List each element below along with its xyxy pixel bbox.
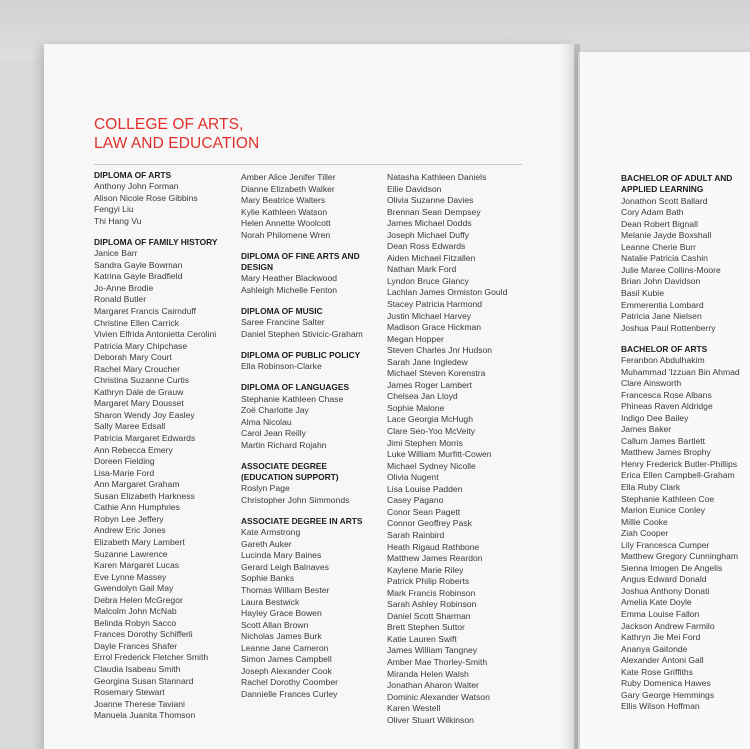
graduate-name: Indigo Dee Bailey: [621, 412, 689, 423]
graduate-name: Basil Kubie: [621, 287, 664, 298]
graduate-name: Erica Ellen Campbell-Graham: [621, 470, 735, 481]
graduate-name: Ziah Cooper: [621, 528, 669, 539]
graduate-name: Natasha Kathleen Daniels: [387, 172, 487, 182]
college-title: COLLEGE OF ARTS, LAW AND EDUCATION: [94, 116, 260, 152]
graduate-name: Dannielle Frances Curley: [241, 688, 338, 699]
graduate-name: Fengyi Liu: [94, 204, 134, 215]
section-gap: [241, 241, 363, 251]
graduate-name: Jonathan Aharon Walter: [387, 680, 479, 691]
graduate-name: Deborah Mary Court: [94, 352, 172, 363]
graduate-name: Ellie Davidson: [387, 183, 442, 194]
section-heading: DIPLOMA OF LANGUAGES: [241, 382, 350, 393]
title-divider: [94, 164, 522, 165]
graduate-name: Robyn Lee Jeffery: [94, 513, 164, 524]
graduate-name: Heath Rigaud Rathbone: [387, 541, 480, 552]
graduate-name: Muhammad 'Izzuan Bin Ahmad: [621, 366, 740, 377]
graduate-name: Amelia Kate Doyle: [621, 597, 692, 608]
graduate-name: Margaret Mary Dousset: [94, 398, 184, 409]
graduate-name: Matthew Gregory Cunningham: [621, 551, 739, 562]
section-heading: DIPLOMA OF PUBLIC POLICY: [241, 349, 361, 360]
graduate-name: Doreen Fielding: [94, 456, 155, 467]
graduate-name: Joshua Paul Rottenberry: [621, 322, 716, 333]
graduate-name: Elizabeth Mary Lambert: [94, 536, 185, 547]
graduate-name: Marion Eunice Conley: [621, 505, 706, 516]
graduate-name: Nathan Mark Ford: [387, 264, 457, 275]
graduate-name: Lily Francesca Cumper: [621, 539, 710, 550]
graduate-name: Aiden Michael Fitzallen: [387, 252, 476, 263]
graduate-name: Sandra Gayle Bowman: [94, 259, 183, 270]
section-gap: [94, 227, 217, 237]
graduate-name: Sarah Jane Ingledew: [387, 356, 468, 367]
graduate-name: Nicholas James Burk: [241, 631, 322, 642]
graduate-name: Laura Bestwick: [241, 596, 300, 607]
graduate-name: Jo-Anne Brodie: [94, 282, 154, 293]
graduate-name: Dayle Frances Shafer: [94, 640, 178, 651]
graduate-name: Claudia Isabeau Smith: [94, 663, 181, 674]
graduate-name: Dean Ross Edwards: [387, 241, 466, 252]
graduate-name: Christopher John Simmonds: [241, 494, 350, 505]
graduate-name: Michael Sydney Nicolle: [387, 460, 476, 471]
names-column-2: [241, 172, 363, 700]
graduate-name: Ann Margaret Graham: [94, 479, 180, 490]
graduate-name: Christina Suzanne Curtis: [94, 375, 190, 386]
graduate-name: Clare Ainsworth: [621, 378, 682, 389]
section-heading: ASSOCIATE DEGREE IN ARTS: [241, 515, 363, 526]
graduate-name: Kathryn Dale de Grauw: [94, 386, 184, 397]
graduate-name: Emma Louise Fallon: [621, 608, 700, 619]
section-gap: [241, 506, 363, 516]
graduate-name: Brennan Sean Dempsey: [387, 206, 481, 217]
graduate-name: Henry Frederick Butler-Phillips: [621, 458, 738, 469]
graduate-name: Lachlan James Ormiston Gould: [387, 287, 508, 298]
graduate-name: Zoë Charlotte Jay: [241, 405, 309, 416]
graduate-name: Lisa Louise Padden: [387, 483, 463, 494]
graduate-name: Leanne Jane Cameron: [241, 642, 329, 653]
graduate-name: Ashleigh Michelle Fenton: [241, 284, 338, 295]
graduate-name: Natalie Patricia Cashin: [621, 253, 708, 264]
graduate-name: Anthony John Forman: [94, 181, 179, 192]
graduate-name: James Baker: [621, 424, 672, 435]
graduate-name: Ruby Domenica Hawes: [621, 678, 711, 689]
graduate-name: Patrick Philip Roberts: [387, 576, 470, 587]
graduate-name: Cathie Ann Humphries: [94, 502, 180, 513]
graduate-name: Karen Westell: [387, 703, 441, 714]
graduate-name: Kathryn Jie Mei Ford: [621, 632, 701, 643]
graduate-name: Margaret Francis Cairnduff: [94, 306, 197, 317]
graduate-name: Michael Steven Korenstra: [387, 368, 486, 379]
graduate-name: Rachel Dorothy Coomber: [241, 677, 338, 688]
section-heading: BACHELOR OF ARTS: [621, 343, 708, 354]
graduate-name: Cory Adam Bath: [621, 207, 684, 218]
graduate-name: Stephanie Kathleen Chase: [241, 393, 344, 404]
graduate-name: Sarah Rainbird: [387, 529, 445, 540]
graduate-name: Gary George Hemmings: [621, 689, 715, 700]
graduate-name: Steven Charles Jnr Hudson: [387, 345, 493, 356]
section-heading: DIPLOMA OF FINE ARTS AND DESIGN: [241, 250, 360, 273]
graduate-name: Luke William Murfitt-Cowen: [387, 449, 492, 460]
graduate-name: Andrew Eric Jones: [94, 525, 166, 536]
graduate-name: Eve Lynne Massey: [94, 571, 167, 582]
graduate-name: Sally Maree Edsall: [94, 421, 166, 432]
graduate-name: Errol Frederick Fletcher Smith: [94, 652, 209, 663]
graduate-name: Mary Beatrice Walters: [241, 195, 326, 206]
graduate-name: Jackson Andrew Farmilo: [621, 620, 715, 631]
graduate-name: Ananya Gaitonde: [621, 643, 688, 654]
graduate-name: Stephanie Kathleen Coe: [621, 493, 715, 504]
graduate-name: Hayley Grace Bowen: [241, 608, 322, 619]
graduate-name: Feranbon Abdulhakim: [621, 354, 705, 365]
graduate-name: Saree Francine Salter: [241, 317, 325, 328]
section-heading: BACHELOR OF ADULT AND APPLIED LEARNING: [621, 173, 733, 195]
graduate-name: Mary Heather Blackwood: [241, 273, 338, 284]
graduate-name: Madison Grace Hickman: [387, 322, 482, 333]
graduate-name: Debra Helen McGregor: [94, 594, 183, 605]
section-heading: DIPLOMA OF MUSIC: [241, 305, 323, 316]
graduate-name: Ronald Butler: [94, 294, 147, 305]
graduate-name: Kaylene Marie Riley: [387, 564, 464, 575]
graduate-name: Callum James Bartlett: [621, 435, 706, 446]
graduate-name: Simon James Campbell: [241, 654, 332, 665]
graduate-name: Patricia Mary Chipchase: [94, 340, 188, 351]
graduate-name: Brett Stephen Suttor: [387, 622, 465, 633]
graduate-name: Justin Michael Harvey: [387, 310, 472, 321]
graduate-name: Belinda Robyn Sacco: [94, 617, 177, 628]
section-gap: [241, 373, 363, 383]
graduate-name: Lisa-Marie Ford: [94, 467, 155, 478]
graduate-name: Helen Annette Woolcott: [241, 218, 331, 229]
graduate-name: Thi Hang Vu: [94, 215, 142, 226]
names-column-1: [94, 170, 217, 722]
graduate-name: Conor Sean Pagett: [387, 506, 461, 517]
graduate-name: Gareth Auker: [241, 538, 292, 549]
graduate-name: Christine Ellen Carrick: [94, 317, 180, 328]
graduate-name: Katie Lauren Swift: [387, 633, 457, 644]
graduate-name: Joseph Alexander Cook: [241, 665, 332, 676]
graduate-name: Roslyn Page: [241, 483, 290, 494]
graduate-name: Leanne Cherie Burr: [621, 241, 697, 252]
graduate-name: Susan Elizabeth Harkness: [94, 490, 195, 501]
graduate-name: Gerard Leigh Balnaves: [241, 561, 329, 572]
graduate-name: Kylie Kathleen Watson: [241, 206, 328, 217]
graduate-name: Georgina Susan Stannard: [94, 675, 194, 686]
section-gap: [241, 296, 363, 306]
graduate-name: Sarah Ashley Robinson: [387, 599, 477, 610]
graduate-name: Francesca Rose Albans: [621, 389, 712, 400]
graduate-name: Mark Francis Robinson: [387, 587, 476, 598]
graduate-name: Megan Hopper: [387, 333, 444, 344]
graduate-name: Millie Cooke: [621, 516, 668, 527]
graduate-name: Julie Maree Collins-Moore: [621, 264, 721, 275]
graduate-name: Malcolm John McNab: [94, 606, 177, 617]
graduate-name: Lucinda Mary Baines: [241, 550, 322, 561]
graduate-name: Olivia Nugent: [387, 472, 439, 483]
graduate-name: Manuela Juanita Thomson: [94, 710, 196, 721]
graduate-name: Rachel Mary Croucher: [94, 363, 180, 374]
graduate-name: Alison Nicole Rose Gibbins: [94, 192, 198, 203]
graduate-name: Ella Ruby Clark: [621, 481, 681, 492]
graduate-name: Janice Barr: [94, 248, 138, 259]
graduate-name: Sophie Banks: [241, 573, 295, 584]
graduate-name: Norah Philomene Wren: [241, 229, 331, 240]
graduate-name: Sienna Imogen De Angelis: [621, 562, 723, 573]
graduate-name: Rosemary Stewart: [94, 687, 165, 698]
graduate-name: James Roger Lambert: [387, 379, 473, 390]
graduate-name: James Michael Dodds: [387, 218, 472, 229]
graduate-name: Clare Seo-Yoo McVeity: [387, 426, 476, 437]
graduate-name: Suzanne Lawrence: [94, 548, 168, 559]
graduate-name: Scott Allan Brown: [241, 619, 309, 630]
graduate-name: Daniel Stephen Stivicic-Graham: [241, 328, 363, 339]
graduate-name: Vivien Elfrida Antonietta Cerolini: [94, 329, 217, 340]
graduate-name: Joseph Michael Duffy: [387, 229, 470, 240]
graduate-name: Olivia Suzanne Davies: [387, 195, 474, 206]
graduate-name: Dean Robert Bignall: [621, 218, 698, 229]
page-spine-shadow: [560, 44, 580, 749]
graduate-name: James William Tangney: [387, 645, 478, 656]
graduate-name: Amber Alice Jenifer Tiller: [241, 172, 336, 182]
graduate-name: Thomas William Bester: [241, 584, 330, 595]
graduate-name: Brian John Davidson: [621, 276, 701, 287]
graduate-name: Sharon Wendy Joy Easley: [94, 409, 195, 420]
graduate-name: Patricia Jane Nielsen: [621, 311, 702, 322]
graduate-name: Sophie Malone: [387, 402, 445, 413]
graduate-name: Alexander Antoni Gall: [621, 655, 704, 666]
graduate-name: Karen Margaret Lucas: [94, 560, 180, 571]
graduate-name: Lace Georgia McHugh: [387, 414, 473, 425]
graduate-name: Gwendolyn Gail May: [94, 583, 174, 594]
graduate-name: Matthew James Brophy: [621, 447, 711, 458]
graduate-name: Patricia Margaret Edwards: [94, 433, 196, 444]
graduate-name: Frances Dorothy Schifferli: [94, 629, 193, 640]
graduate-name: Carol Jean Reilly: [241, 428, 306, 439]
names-column-3: [387, 172, 507, 726]
graduate-name: Dominic Alexander Watson: [387, 691, 490, 702]
graduate-name: Jonathon Scott Ballard: [621, 195, 708, 206]
graduate-name: Jimi Stephen Morris: [387, 437, 463, 448]
graduate-name: Melanie Jayde Boxshall: [621, 230, 712, 241]
graduate-name: Stacey Patricia Harmond: [387, 299, 483, 310]
graduate-name: Phineas Raven Aldridge: [621, 401, 713, 412]
graduate-name: Miranda Helen Walsh: [387, 668, 469, 679]
section-heading: DIPLOMA OF FAMILY HISTORY: [94, 236, 218, 247]
graduate-name: Martin Richard Rojahn: [241, 439, 327, 450]
graduate-name: Amber Mae Thorley-Smith: [387, 656, 488, 667]
graduate-name: Dianne Elizabeth Walker: [241, 183, 335, 194]
graduate-name: Oliver Stuart Wilkinson: [387, 714, 474, 725]
section-heading: DIPLOMA OF ARTS: [94, 170, 172, 180]
graduate-name: Casey Pagano: [387, 495, 444, 506]
section-gap: [241, 340, 363, 350]
graduate-name: Lyndon Bruce Glancy: [387, 275, 469, 286]
section-gap: [621, 334, 740, 344]
graduate-name: Connor Geoffrey Pask: [387, 518, 472, 529]
graduate-name: Kate Armstrong: [241, 527, 301, 538]
graduate-name: Joshua Anthony Donati: [621, 585, 710, 596]
graduate-name: Daniel Scott Sharman: [387, 610, 471, 621]
graduate-name: Ella Robinson-Clarke: [241, 361, 322, 372]
graduate-name: Joanne Therese Taviani: [94, 698, 185, 709]
names-column-4: [621, 173, 740, 713]
section-heading: ASSOCIATE DEGREE (EDUCATION SUPPORT): [241, 460, 339, 483]
graduate-name: Katrina Gayle Bradfield: [94, 271, 183, 282]
graduate-name: Ellis Wilson Hoffman: [621, 701, 700, 712]
graduate-name: Emmerentia Lombard: [621, 299, 704, 310]
graduate-name: Ann Rebecca Emery: [94, 444, 173, 455]
graduate-name: Matthew James Reardon: [387, 553, 483, 564]
graduate-name: Alma Nicolau: [241, 416, 292, 427]
graduate-name: Kate Rose Griffiths: [621, 666, 693, 677]
section-gap: [241, 451, 363, 461]
graduate-name: Angus Edward Donald: [621, 574, 707, 585]
graduate-name: Chelsea Jan Lloyd: [387, 391, 458, 402]
